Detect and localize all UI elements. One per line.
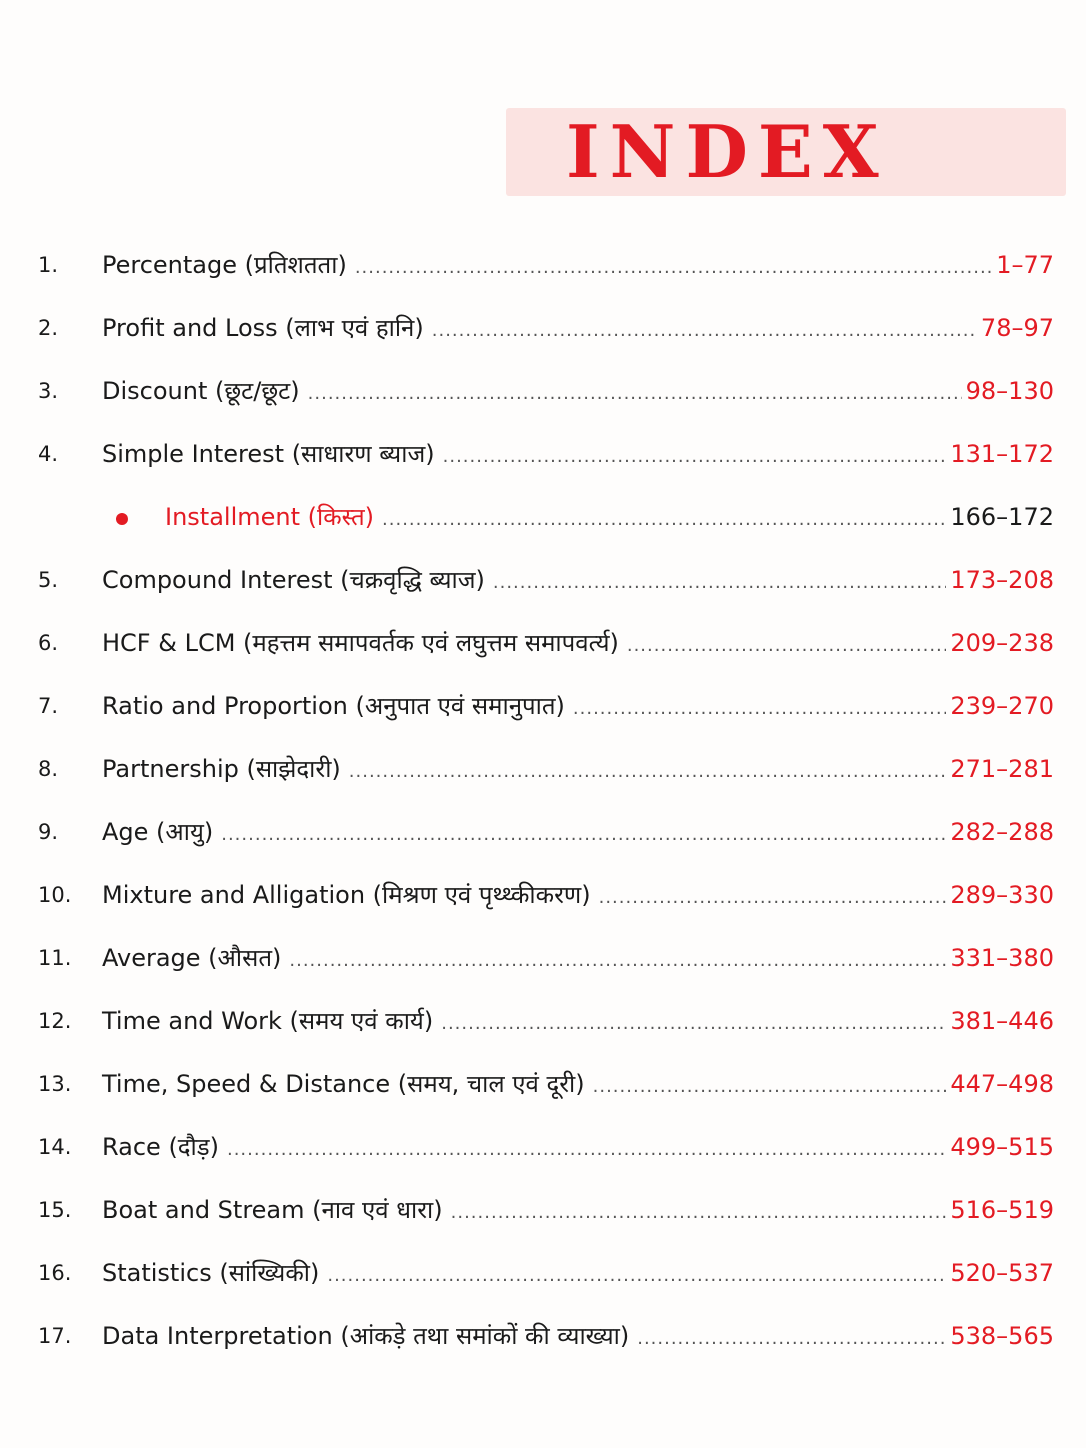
toc-leader (289, 943, 946, 979)
toc-pages: 173–208 (950, 566, 1054, 594)
toc-pages: 520–537 (950, 1259, 1054, 1287)
toc-leader (627, 628, 947, 664)
toc-title: Partnership (साझेदारी) (102, 755, 341, 783)
toc-leader (382, 502, 946, 538)
toc-title: Race (दौड़) (102, 1133, 219, 1161)
toc-pages: 538–565 (950, 1322, 1054, 1350)
toc-leader (637, 1321, 946, 1357)
toc-number: 13. (38, 1072, 72, 1096)
toc-title: Average (औसत) (102, 944, 282, 972)
toc-leader (593, 1069, 947, 1105)
toc-row-compound-interest[interactable] (0, 548, 1086, 611)
toc-pages: 1–77 (996, 251, 1054, 279)
toc-pages: 331–380 (950, 944, 1054, 972)
toc-row-boat-and-stream[interactable] (0, 1178, 1086, 1241)
toc-leader (599, 880, 947, 916)
toc-pages: 516–519 (950, 1196, 1054, 1224)
toc-pages: 131–172 (950, 440, 1054, 468)
toc-row-percentage[interactable] (0, 233, 1086, 296)
toc-row-hcf-lcm[interactable] (0, 611, 1086, 674)
toc-row-profit-and-loss[interactable] (0, 296, 1086, 359)
toc-leader (227, 1132, 946, 1168)
toc-title: Compound Interest (चक्रवृद्धि ब्याज) (102, 566, 485, 594)
toc-row-data-interpretation[interactable] (0, 1304, 1086, 1367)
index-heading: INDEX (566, 109, 889, 194)
toc-row-installment[interactable] (0, 485, 1086, 548)
toc-number: 15. (38, 1198, 72, 1222)
toc-leader (493, 565, 946, 601)
toc-number: 17. (38, 1324, 72, 1348)
toc-title: Age (आयु) (102, 818, 214, 846)
toc-leader (349, 754, 947, 790)
toc-row-discount[interactable] (0, 359, 1086, 422)
toc-title: Profit and Loss (लाभ एवं हानि) (102, 314, 424, 342)
toc-title: Time and Work (समय एवं कार्य) (102, 1007, 434, 1035)
toc-number: 8. (38, 757, 59, 781)
toc-pages: 98–130 (965, 377, 1054, 405)
toc-pages: 289–330 (950, 881, 1054, 909)
toc-row-age[interactable] (0, 800, 1086, 863)
toc-pages: 381–446 (950, 1007, 1054, 1035)
toc-leader (573, 691, 946, 727)
toc-number: 16. (38, 1261, 72, 1285)
table-of-contents (0, 233, 1086, 1367)
toc-leader (221, 817, 946, 853)
toc-number: 12. (38, 1009, 72, 1033)
toc-pages: 78–97 (980, 314, 1054, 342)
bullet-icon (116, 513, 128, 525)
toc-title: Ratio and Proportion (अनुपात एवं समानुपात) (102, 692, 565, 720)
toc-row-mixture-and-alligation[interactable] (0, 863, 1086, 926)
toc-title: Statistics (सांख्यिकी) (102, 1259, 320, 1287)
toc-leader (441, 1006, 946, 1042)
toc-title: Discount (छूट/छूट) (102, 377, 300, 405)
toc-leader (432, 313, 977, 349)
toc-pages: 447–498 (950, 1070, 1054, 1098)
toc-title: Simple Interest (साधारण ब्याज) (102, 440, 435, 468)
toc-number: 7. (38, 694, 59, 718)
toc-title: Data Interpretation (आंकड़े तथा समांकों की व्याख्या) (102, 1322, 630, 1350)
toc-row-race[interactable] (0, 1115, 1086, 1178)
toc-pages: 209–238 (950, 629, 1054, 657)
toc-pages: 499–515 (950, 1133, 1054, 1161)
toc-number: 4. (38, 442, 59, 466)
toc-number: 5. (38, 568, 59, 592)
toc-leader (327, 1258, 946, 1294)
toc-row-average[interactable] (0, 926, 1086, 989)
toc-pages: 271–281 (950, 755, 1054, 783)
toc-title: Boat and Stream (नाव एवं धारा) (102, 1196, 443, 1224)
toc-title: Percentage (प्रतिशतता) (102, 251, 347, 279)
toc-number: 3. (38, 379, 59, 403)
toc-number: 6. (38, 631, 59, 655)
toc-number: 9. (38, 820, 59, 844)
toc-number: 1. (38, 253, 59, 277)
toc-number: 10. (38, 883, 72, 907)
toc-leader (355, 250, 992, 286)
toc-row-statistics[interactable] (0, 1241, 1086, 1304)
toc-title: Mixture and Alligation (मिश्रण एवं पृथ्थ्कीकरण) (102, 881, 591, 909)
toc-row-time-speed-distance[interactable] (0, 1052, 1086, 1115)
toc-leader (451, 1195, 947, 1231)
toc-pages: 166–172 (950, 503, 1054, 531)
toc-title: HCF & LCM (महत्तम समापवर्तक एवं लघुत्तम समापवर्त्य) (102, 629, 619, 657)
toc-number: 14. (38, 1135, 72, 1159)
toc-row-partnership[interactable] (0, 737, 1086, 800)
toc-number: 11. (38, 946, 72, 970)
toc-row-ratio-and-proportion[interactable] (0, 674, 1086, 737)
toc-leader (308, 376, 962, 412)
toc-pages: 239–270 (950, 692, 1054, 720)
toc-row-simple-interest[interactable] (0, 422, 1086, 485)
toc-title: Installment (किस्त) (165, 503, 375, 531)
toc-number: 2. (38, 316, 59, 340)
toc-leader (443, 439, 947, 475)
toc-row-time-and-work[interactable] (0, 989, 1086, 1052)
toc-pages: 282–288 (950, 818, 1054, 846)
toc-title: Time, Speed & Distance (समय, चाल एवं दूरी) (102, 1070, 585, 1098)
